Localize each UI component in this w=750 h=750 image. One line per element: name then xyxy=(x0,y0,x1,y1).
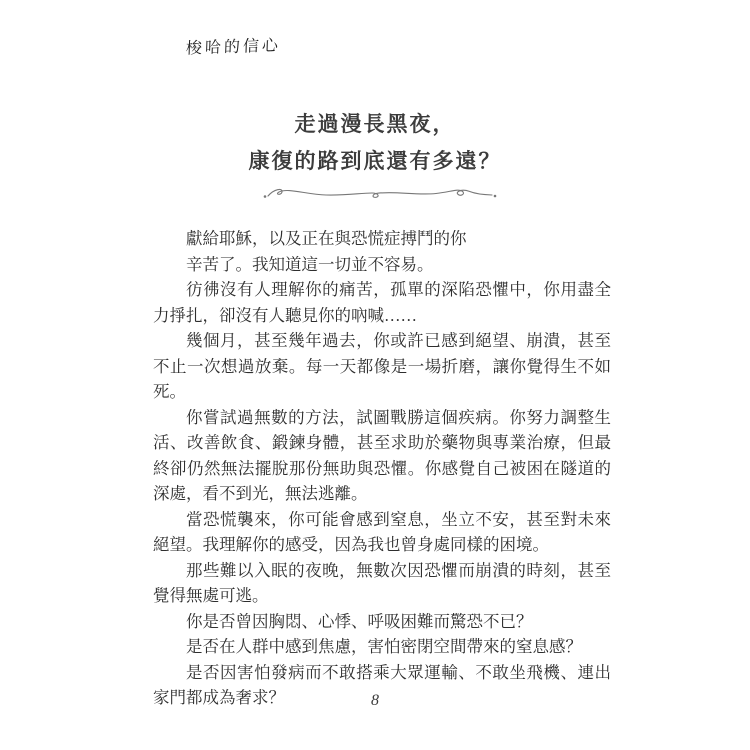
paragraph: 是否因害怕發病而不敢搭乘大眾運輸、不敢坐飛機、連出家門都成為奢求？ xyxy=(153,662,611,707)
paragraph: 那些難以入眠的夜晚，無數次因恐懼而崩潰的時刻，甚至覺得無處可逃。 xyxy=(153,560,611,605)
paragraph: 當恐慌襲來，你可能會感到窒息，坐立不安，甚至對未來絕望。我理解你的感受，因為我也曾身處同樣的困境。 xyxy=(153,509,611,554)
paragraph: 你嘗試過無數的方法，試圖戰勝這個疾病。你努力調整生活、改善飲食、鍛鍊身體，甚至求助於藥物與專業治療，但最終卻仍然無法擺脫那份無助與恐懼。你感覺自己被困在隧道的深處，看不到光，無法逃離。 xyxy=(153,407,611,503)
paragraph: 你是否曾因胸悶、心悸、呼吸困難而驚恐不已？ xyxy=(186,611,533,631)
running-title: 梭哈的信心 xyxy=(185,35,282,58)
paragraph: 彷彿沒有人理解你的痛苦，孤單的深陷恐懼中，你用盡全力掙扎，卻沒有人聽見你的吶喊…… xyxy=(153,280,611,325)
paragraph: 獻給耶穌，以及正在與恐慌症搏鬥的你 xyxy=(186,229,467,248)
body-text xyxy=(153,226,611,711)
flourish-divider-icon xyxy=(262,184,498,204)
paragraph: 幾個月，甚至幾年過去，你或許已感到絕望、崩潰，甚至不止一次想過放棄。每一天都像是一場折磨，讓你覺得生不如死。 xyxy=(153,331,611,401)
paragraph: 是否在人群中感到焦慮，害怕密閉空間帶來的窒息感？ xyxy=(186,637,582,656)
chapter-title-line1: 走過漫長黑夜， xyxy=(294,113,456,136)
chapter-title-line2: 康復的路到底還有多遠？ xyxy=(248,150,502,173)
chapter-title xyxy=(0,106,750,180)
paragraph: 辛苦了。我知道這一切並不容易。 xyxy=(186,254,434,274)
page-number: 8 xyxy=(371,692,379,709)
